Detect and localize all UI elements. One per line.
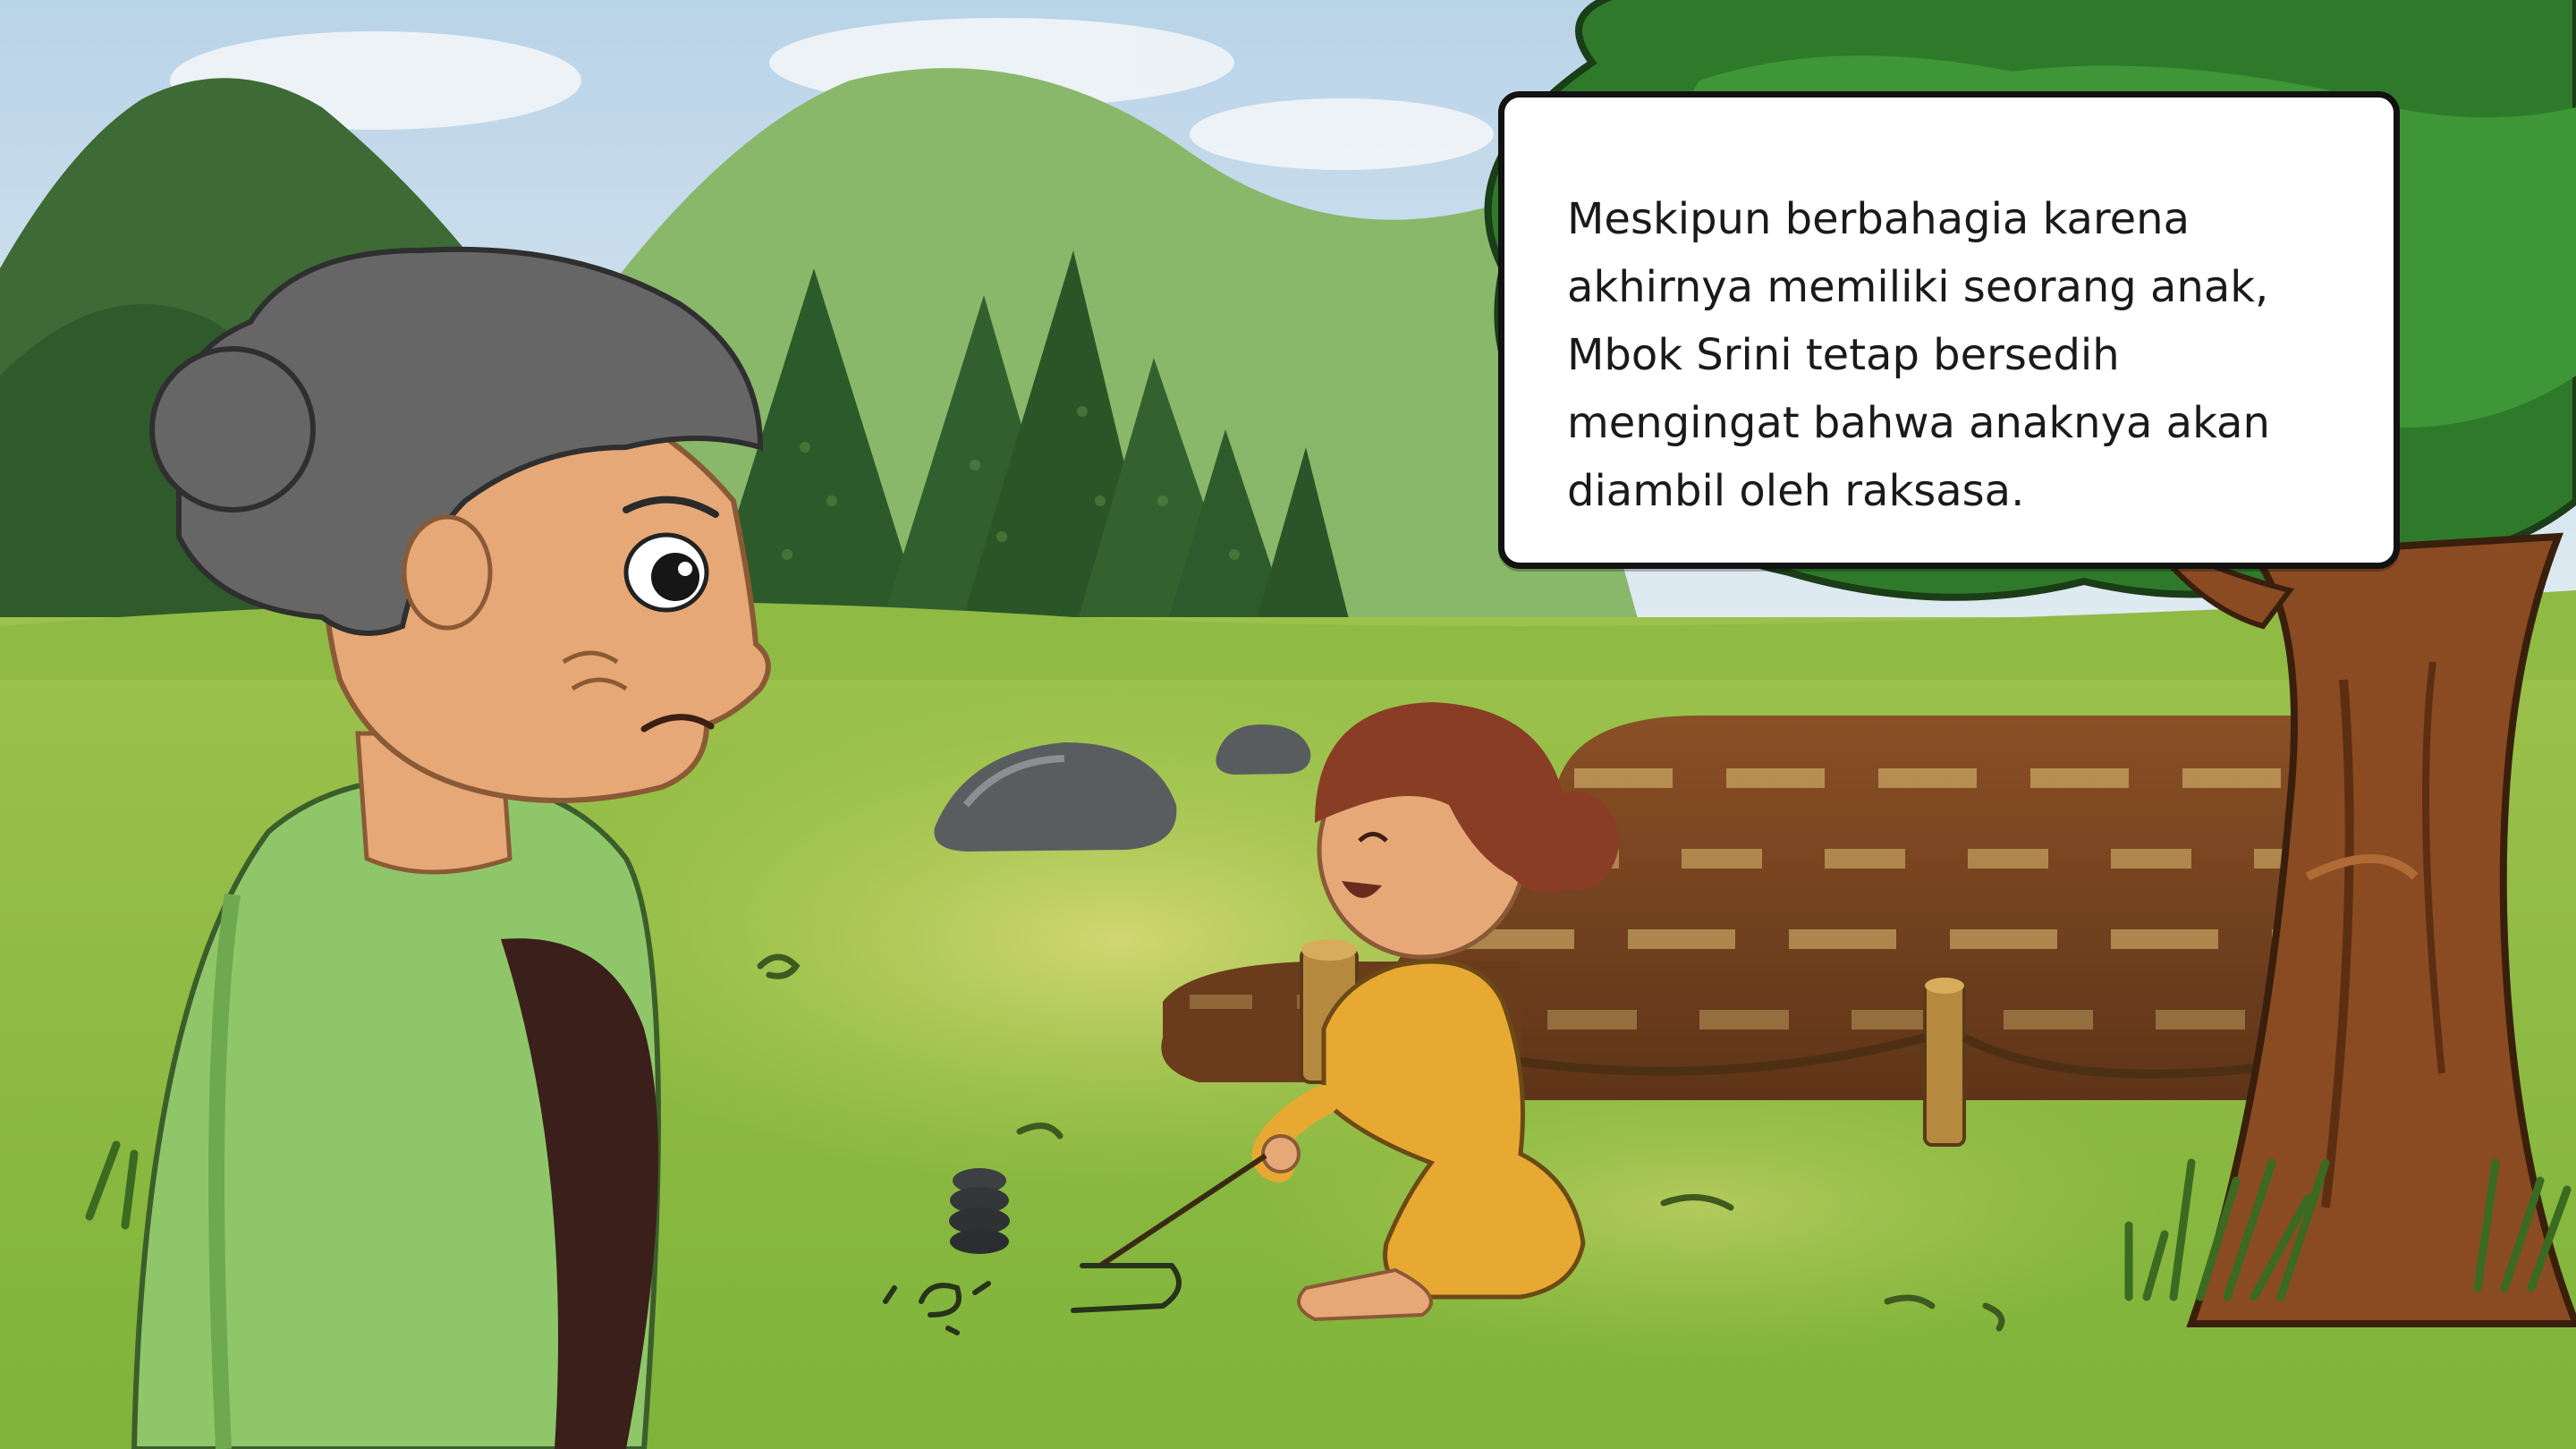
- narration-box: [1498, 91, 2400, 569]
- narration-line-5: diambil oleh raksasa.: [1567, 466, 2025, 516]
- narration-line-2: akhirnya memiliki seorang anak,: [1567, 262, 2269, 312]
- narration-line-3: Mbok Srini tetap bersedih: [1567, 330, 2120, 380]
- narration-line-1: Meskipun berbahagia karena: [1567, 194, 2190, 244]
- narration-line-4: mengingat bahwa anaknya akan: [1567, 398, 2270, 448]
